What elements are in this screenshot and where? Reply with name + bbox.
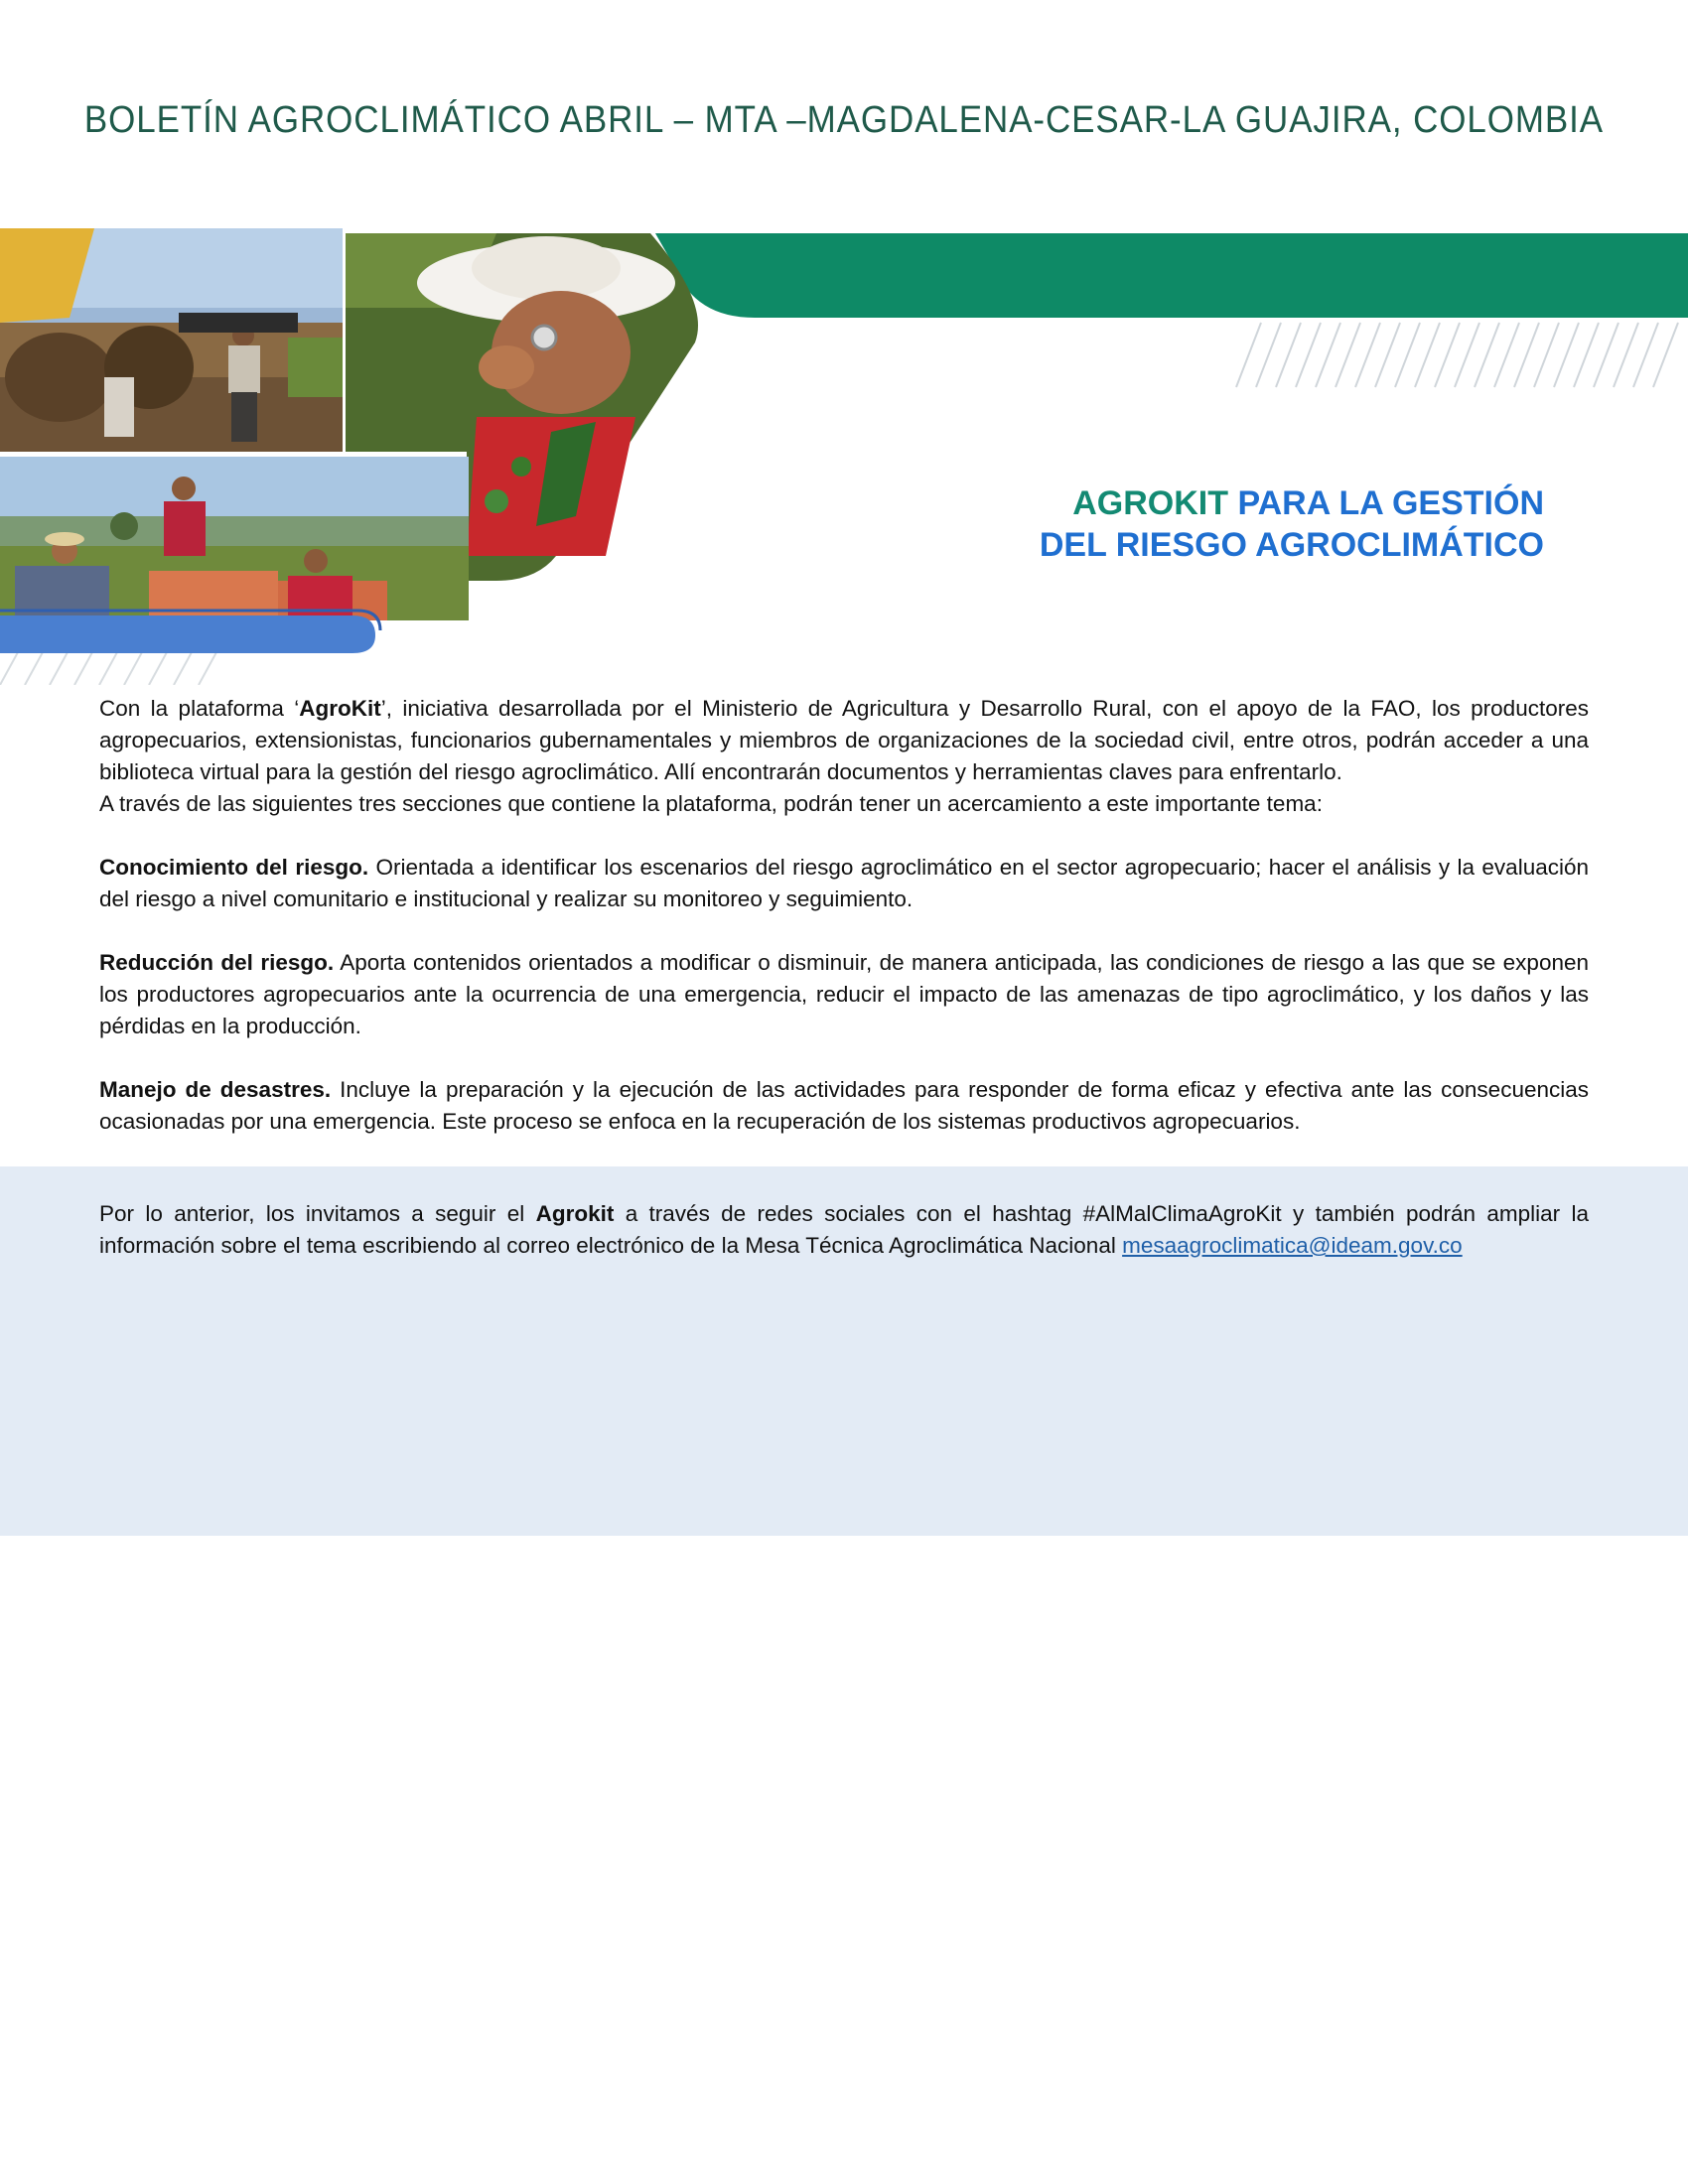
footer-text-b: a través de redes sociales con el hashtag #AlMalClimaAgroKit y también podrán ampliar la información sobre el tema escribiendo al correo electrónico de la Mesa Técnica Agroclimática Nacional [99,1201,1589,1258]
banner [0,228,1688,685]
section-text: Orientada a identificar los escenarios del riesgo agroclimático en el sector agropecuario; hacer el análisis y la evaluación del riesgo a nivel comunitario e institucional y realizar su monitoreo y seguimiento. [99,855,1589,911]
title-agrokit-word: AGROKIT [1072,484,1229,522]
section-text: Aporta contenidos orientados a modificar o disminuir, de manera anticipada, las condiciones de riesgo a las que se exponen los productores agropecuarios ante la ocurrencia de una emergencia, reducir el impacto de las amenazas de tipo agroclimático, y los daños y las pérdidas en la producción. [99,950,1589,1038]
intro-paragraph [99,693,1589,788]
section-knowledge [99,852,1589,915]
footer-paragraph [99,1198,1589,1262]
section-heading: Conocimiento del riesgo. [99,855,369,880]
photo-farmer-donkeys [0,228,343,452]
email-link[interactable]: mesaagroclimatica@ideam.gov.co [1122,1233,1463,1258]
intro-agrokit-bold: AgroKit [299,696,381,721]
section-heading: Manejo de desastres. [99,1077,332,1102]
main-content [99,693,1589,1138]
section-reduction [99,947,1589,1042]
footer-text-a: Por lo anterior, los invitamos a seguir el [99,1201,536,1226]
green-banner-bar [655,233,1688,318]
section-disaster [99,1074,1589,1138]
photo-potato-harvest [0,457,469,620]
banner-graphic [0,228,1688,685]
intro-paragraph-2: A través de las siguientes tres secciones que contiene la plataforma, podrán tener un acercamiento a este importante tema: [99,791,1323,816]
section-text: Incluye la preparación y la ejecución de las actividades para responder de forma eficaz y efectiva ante las consecuencias ocasionadas por una emergencia. Este proceso se enfoca en la recuperación de los sistemas productivos agropecuarios. [99,1077,1589,1134]
blue-banner-bar [0,615,375,653]
section-heading: Reducción del riesgo. [99,950,335,975]
hatch-pattern-right [1236,323,1678,387]
bulletin-title: BOLETÍN AGROCLIMÁTICO ABRIL – MTA –MAGDALENA-CESAR-LA GUAJIRA, COLOMBIA [83,99,1605,141]
intro-text-a: Con la plataforma ‘ [99,696,300,721]
footer-agrokit-bold: Agrokit [535,1201,615,1226]
feature-title [1040,482,1544,566]
title-line-2: DEL RIESGO AGROCLIMÁTICO [1039,526,1544,564]
title-line-1-rest: PARA LA GESTIÓN [1237,484,1544,522]
intro-text-b: ’, iniciativa desarrollada por el Ministerio de Agricultura y Desarrollo Rural, con el apoyo de la FAO, los productores agropecuarios, extensionistas, funcionarios gubernamentales y miembros de organizaciones de la sociedad civil, entre otros, podrán acceder a una biblioteca virtual para la gestión del riesgo agroclimático. Allí encontrarán documentos y herramientas claves para enfrentarlo. [99,696,1589,784]
